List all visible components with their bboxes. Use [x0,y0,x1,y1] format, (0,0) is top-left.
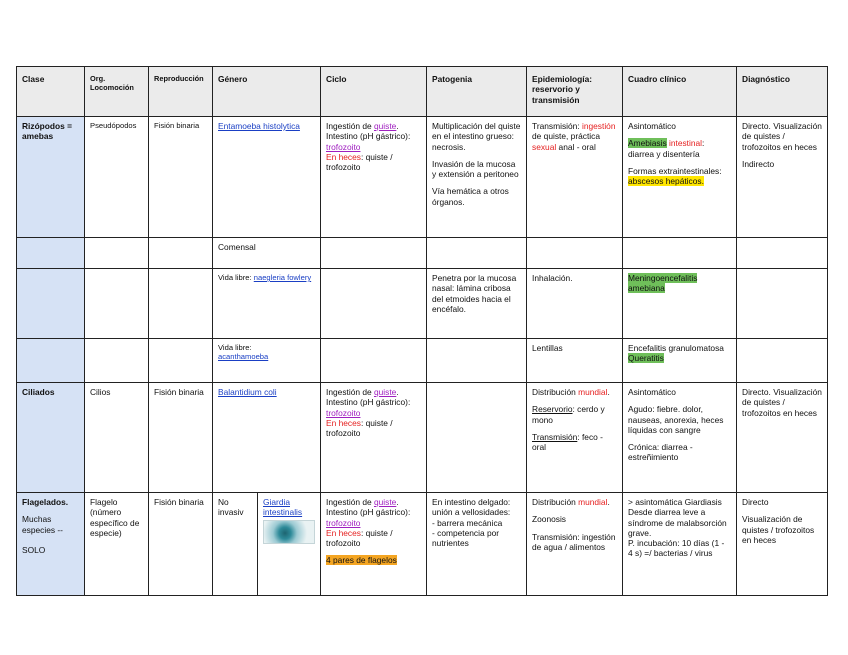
empty-cell [85,269,149,339]
cuadro-text: Desde diarrea leve a síndrome de malabsorción grave. [628,507,727,538]
diag-text: Indirecto [742,158,775,169]
table-row [17,269,828,339]
epi-text: anal - oral [556,141,596,152]
cuadro-cell [623,117,737,238]
table-row [17,383,828,493]
empty-cell [737,339,828,383]
zoonosis-text: Zoonosis [532,514,566,525]
table-row [17,117,828,238]
patogenia-cell [427,117,527,238]
acanthamoeba-link[interactable]: acanthamoeba [218,352,269,362]
protozoa-table [16,66,828,596]
cuadro-text: Asintomático [628,121,676,131]
clase-ciliados: Ciliados [17,383,85,493]
diag-text: Directo [742,497,769,507]
genero-cell [258,493,321,596]
genero-cell [213,339,321,383]
epidemiologia-cell: Lentillas [527,339,623,383]
mundial-text: mundial [578,387,608,397]
epidemiologia-cell [527,117,623,238]
cuadro-text: > asintomática Giardiasis [628,497,722,507]
header-epidemiologia: Epidemiología: reservorio y transmisión [527,67,623,117]
cuadro-text: Encefalitis granulomatosa [628,343,724,353]
locomocion-cell: Pseudópodos [85,117,149,238]
diagnostico-cell [737,117,828,238]
epidemiologia-cell: Distribución mundial. Zoonosis Transmisión: ingestión de agua / alimentos [527,493,623,596]
en-heces-text: En heces [326,417,361,428]
empty-cell [737,269,828,339]
empty-cell [427,383,527,493]
queratitis-highlight: Queratitis [628,353,664,364]
ciclo-text: : quiste / trofozoito [326,527,393,548]
locomocion-cell: Cilios [85,383,149,493]
ciclo-cell [321,383,427,493]
ciclo-text: . Intestino (pH gástrico): [326,387,411,408]
diagnostico-cell: Directo. Visualización de quistes / trofozoitos en heces [737,383,828,493]
cuadro-text: P. incubación: 10 días (1 - 4 s) =/ bacterias / virus [628,538,725,559]
header-patogenia: Patogenia [427,67,527,117]
no-invasiv-cell: No invasiv [213,493,258,596]
cuadro-cell [623,383,737,493]
en-heces-text: En heces [326,527,361,538]
vida-libre-text: Vida libre: [218,343,252,352]
cuadro-text: : diarrea y disentería [628,138,705,159]
empty-cell [85,339,149,383]
giardia-microscope-image [263,520,315,544]
empty-cell [321,339,427,383]
empty-cell [527,238,623,269]
cuadro-cell [623,339,737,383]
epi-text: : cerdo y mono [532,404,605,425]
giardia-link[interactable]: Giardia intestinalis [263,497,303,518]
diagnostico-cell [737,493,828,596]
quiste-link[interactable]: quiste [373,497,397,507]
empty-cell [321,238,427,269]
naegleria-link[interactable]: naegleria fowlery [253,273,312,282]
empty-cell [85,238,149,269]
header-ciclo: Ciclo [321,67,427,117]
intestinal-text: intestinal [666,138,703,149]
empty-cell [623,238,737,269]
patogenia-cell: Penetra por la mucosa nasal: lámina cribosa del etmoides hacia el encéfalo. [427,269,527,339]
ciclo-text: Ingestión de [326,497,374,507]
clase-text: Flagelados. [22,497,69,507]
genero-cell [213,383,321,493]
epi-text: de quiste, práctica [532,131,600,142]
header-org-locomocion: Org. Locomoción [85,67,149,117]
empty-cell [149,269,213,339]
abscesos-highlight: abscesos hepáticos. [628,176,704,186]
trofozoito-link[interactable]: trofozoito [326,517,361,528]
amebiasis-highlight: Amebiasis [628,138,667,149]
header-cuadro-clinico: Cuadro clínico [623,67,737,117]
clase-rizopodos: Rizópodos = amebas [17,117,85,238]
epi-text: Distribución [532,387,579,397]
cuadro-text: Formas extraintestinales: [628,165,722,176]
empty-cell [149,339,213,383]
table-row [17,339,828,383]
flagelos-highlight: 4 pares de flagelos [326,555,397,566]
header-clase: Clase [17,67,85,117]
quiste-link[interactable]: quiste [373,387,397,397]
patogenia-text: En intestino delgado: unión a vellosidades: [432,497,511,518]
locomocion-cell: Flagelo (número específico de especie) [85,493,149,596]
trofozoito-link[interactable]: trofozoito [326,407,361,418]
entamoeba-link[interactable]: Entamoeba histolytica [218,121,300,131]
solo-text: SOLO [22,545,46,555]
ciclo-cell [321,117,427,238]
ciclo-cell [321,493,427,596]
table-row [17,238,828,269]
ciclo-text: Ingestión de [326,121,374,131]
clase-cell-empty [17,238,85,269]
empty-cell [427,339,527,383]
reservorio-label: Reservorio [532,404,573,415]
clase-cell-empty [17,339,85,383]
transmision-label: Transmisión [532,431,578,442]
balantidium-link[interactable]: Balantidium coli [218,387,277,397]
epi-text: Distribución [532,497,579,507]
epidemiologia-cell: Distribución mundial. Reservorio: cerdo y mono Transmisión: feco - oral [527,383,623,493]
reproduccion-cell: Fisión binaria [149,493,213,596]
patogenia-text: - barrera mecánica [432,517,503,528]
epi-text: Transmisión: ingestión de agua / alimentos [532,531,616,552]
empty-cell [737,238,828,269]
table-row [17,493,828,596]
ciclo-text: : quiste / trofozoito [326,151,393,172]
cuadro-text: Crónica: diarrea - estreñimiento [628,442,693,463]
cuadro-cell [623,493,737,596]
cuadro-text: Asintomático [628,387,676,397]
patogenia-text: Vía hemática a otros órganos. [432,186,509,207]
muchas-especies-text: Muchas especies -- [22,514,63,535]
sexual-text: sexual [532,141,557,152]
empty-cell [321,269,427,339]
comensal-cell: Comensal [213,238,321,269]
ciclo-text: . Intestino (pH gástrico): [326,497,411,518]
genero-cell [213,269,321,339]
vida-libre-text: Vida libre: [218,273,254,282]
quiste-link[interactable]: quiste [373,121,397,131]
reproduccion-cell: Fisión binaria [149,117,213,238]
genero-cell [213,117,321,238]
clase-flagelados [17,493,85,596]
diag-text: Visualización de quistes / trofozoitos en heces [742,514,815,545]
reproduccion-cell: Fisión binaria [149,383,213,493]
empty-cell [149,238,213,269]
empty-cell [427,238,527,269]
patogenia-cell [427,493,527,596]
patogenia-text: Multiplicación del quiste en el intestino grueso: necrosis. [432,121,521,152]
patogenia-text: - competencia por nutrientes [432,527,500,548]
ciclo-text: . Intestino (pH gástrico): [326,121,411,142]
ciclo-text: Ingestión de [326,387,374,397]
epi-text: : feco - oral [532,431,603,452]
trofozoito-link[interactable]: trofozoito [326,141,361,152]
epi-text: Transmisión: [532,121,582,131]
header-reproduccion: Reproducción [149,67,213,117]
clase-cell-empty [17,269,85,339]
header-genero: Género [213,67,321,117]
mundial-text: mundial [578,497,608,507]
ingestion-text: ingestión [581,121,616,131]
meningoencefalitis-highlight: Meningoencefalitis amebiana [628,273,698,294]
ciclo-text: : quiste / trofozoito [326,417,393,438]
diag-text: Directo. Visualización de quistes / trofozoitos en heces [742,121,822,152]
epidemiologia-cell: Inhalación. [527,269,623,339]
header-row [17,67,828,117]
header-diagnostico: Diagnóstico [737,67,828,117]
en-heces-text: En heces [326,151,361,162]
cuadro-text: Agudo: fiebre. dolor, nauseas, anorexia, heces líquidas con sangre [628,404,724,435]
cuadro-cell [623,269,737,339]
patogenia-text: Invasión de la mucosa y extensión a peritoneo [432,158,519,179]
